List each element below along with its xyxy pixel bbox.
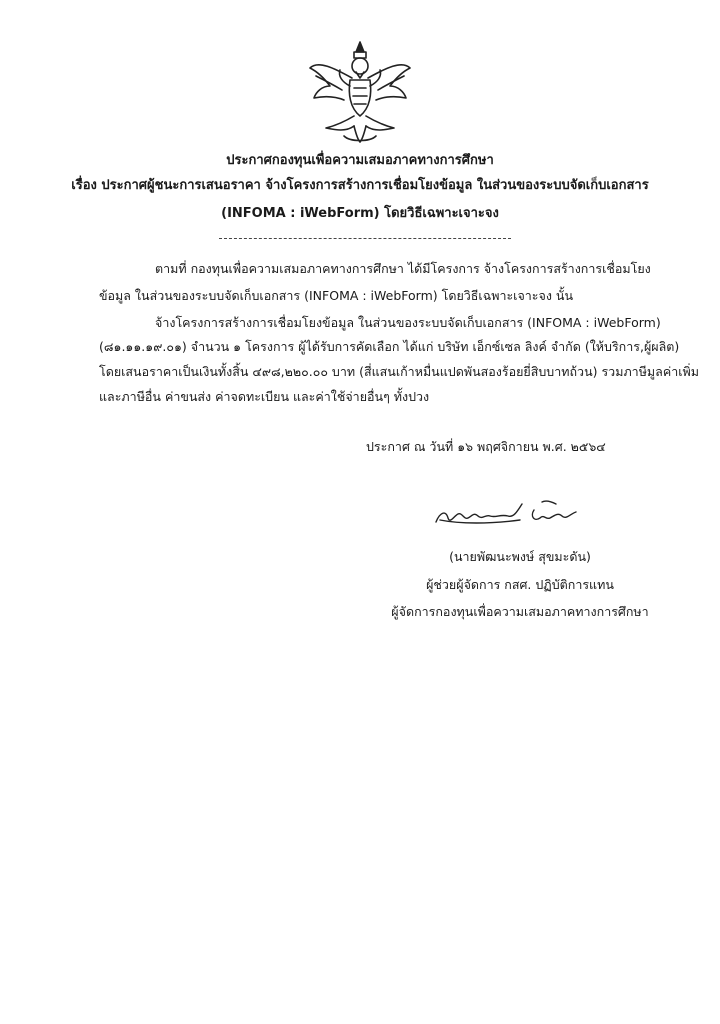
signatory-position-1: ผู้ช่วยผู้จัดการ กสศ. ปฏิบัติการแทน — [426, 577, 614, 592]
paragraph-1-line-1: ตามที่ กองทุนเพื่อความเสมอภาคทางการศึกษา ได้มีโครงการ จ้างโครงการสร้างการเชื่อมโยง — [155, 261, 651, 276]
garuda-emblem-icon — [304, 38, 416, 146]
handwritten-signature — [430, 496, 590, 530]
paragraph-2-line-3: โดยเสนอราคาเป็นเงินทั้งสิ้น ๔๙๘,๒๒๐.๐๐ บาท (สี่แสนเก้าหมื่นแปดพันสองร้อยยี่สิบบาทถ้วน) รวมภาษีมูลค่าเพิ่ม — [99, 364, 699, 379]
document-subject-continued: (INFOMA : iWebForm) โดยวิธีเฉพาะเจาะจง — [221, 206, 499, 221]
paragraph-2-line-1: จ้างโครงการสร้างการเชื่อมโยงข้อมูล ในส่วนของระบบจัดเก็บเอกสาร (INFOMA : iWebForm) — [155, 315, 661, 330]
signatory-position-2: ผู้จัดการกองทุนเพื่อความเสมอภาคทางการศึกษา — [391, 604, 649, 619]
title-divider — [219, 238, 511, 239]
announcement-date: ประกาศ ณ วันที่ ๑๖ พฤศจิกายน พ.ศ. ๒๕๖๔ — [366, 439, 606, 454]
document-subject: เรื่อง ประกาศผู้ชนะการเสนอราคา จ้างโครงการสร้างการเชื่อมโยงข้อมูล ในส่วนของระบบจัดเก็บเอกสาร — [71, 178, 649, 193]
paragraph-2-line-2: (๘๑.๑๑.๑๙.๐๑) จำนวน ๑ โครงการ ผู้ได้รับการคัดเลือก ได้แก่ บริษัท เอ็กซ์เซล ลิงค์ จำกัด (ให้บริการ,ผู้ผลิต) — [99, 339, 680, 354]
document-title: ประกาศกองทุนเพื่อความเสมอภาคทางการศึกษา — [226, 153, 494, 168]
signatory-name: (นายพัฒนะพงษ์ สุขมะดัน) — [449, 549, 591, 564]
paragraph-2-line-4: และภาษีอื่น ค่าขนส่ง ค่าจดทะเบียน และค่าใช้จ่ายอื่นๆ ทั้งปวง — [99, 389, 430, 404]
paragraph-1-line-2: ข้อมูล ในส่วนของระบบจัดเก็บเอกสาร (INFOMA : iWebForm) โดยวิธีเฉพาะเจาะจง นั้น — [99, 288, 574, 303]
